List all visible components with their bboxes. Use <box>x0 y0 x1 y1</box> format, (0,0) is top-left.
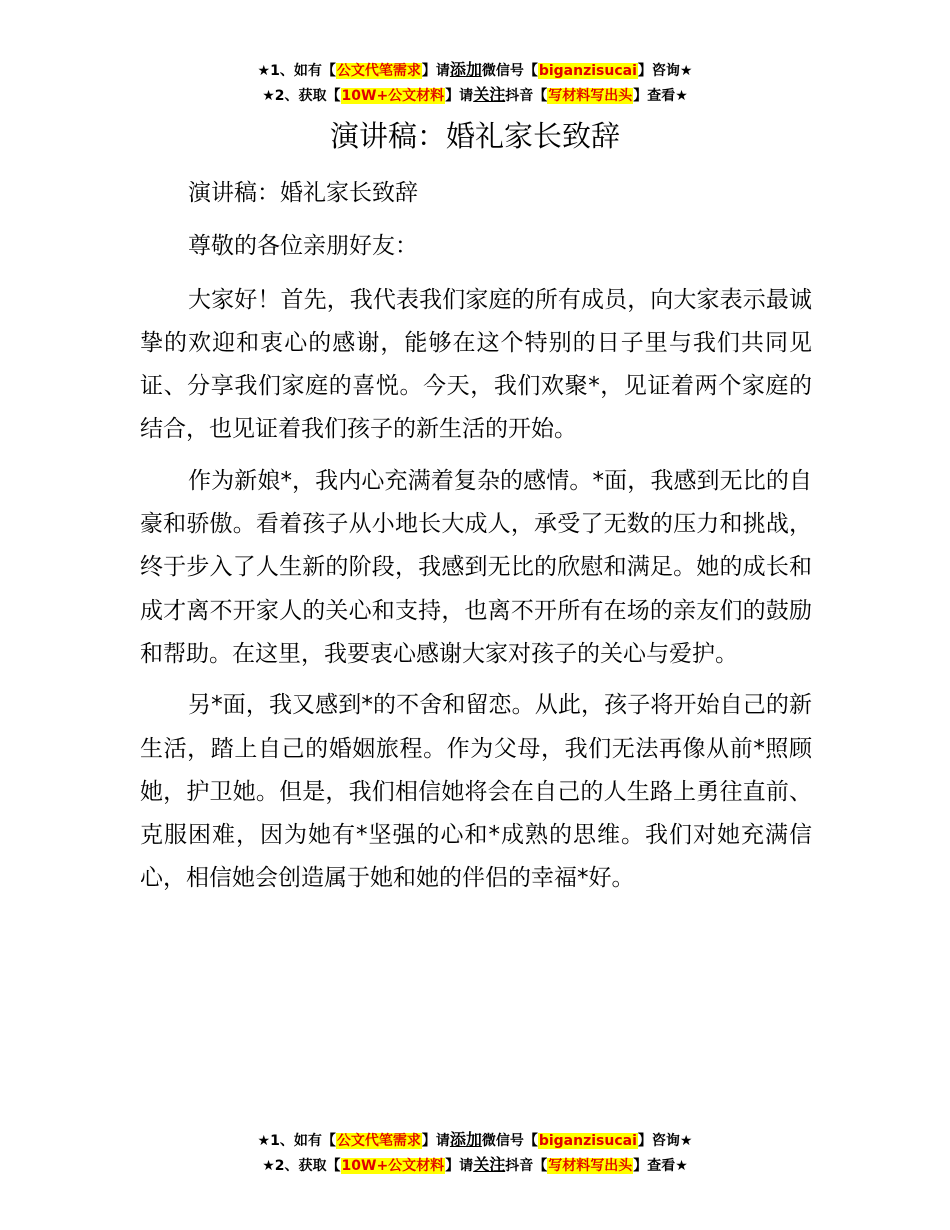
paragraph-body: 另*面，我又感到*的不舍和留恋。从此，孩子将开始自己的新生活，踏上自己的婚姻旅程。作为父母，我们无法再像从前*照顾她，护卫她。但是，我们相信她将会在自己的人生路上勇往直前、克服困难，因为她有*坚强的心和*成熟的思维。我们对她充满信心，相信她会创造属于她和她的伴侣的幸福*好。 <box>140 692 812 892</box>
promo-text: 抖音【 <box>505 1158 548 1174</box>
promo-text: 】请 <box>421 63 450 79</box>
promo-highlight-materials: 10W+公文材料 <box>341 1158 445 1174</box>
promo-text: ★2、获取【 <box>262 1158 341 1174</box>
promo-line-2 <box>0 83 950 108</box>
promo-line-2 <box>0 1153 950 1178</box>
promo-highlight-materials: 10W+公文材料 <box>341 88 445 104</box>
promo-underlined-text: 添加 <box>449 60 482 79</box>
promo-highlight-douyin: 写材料写出头 <box>548 88 633 104</box>
promo-highlight-wechat-id: biganzisucai <box>538 1133 637 1149</box>
promo-line-1 <box>0 1128 950 1153</box>
promo-text: ★1、如有【 <box>257 63 336 79</box>
document-title: 演讲稿：婚礼家长致辞 <box>329 119 620 153</box>
promo-text: ★2、获取【 <box>262 88 341 104</box>
promo-underlined-text: 关注 <box>473 85 506 104</box>
paragraph-subtitle: 演讲稿：婚礼家长致辞 <box>188 180 418 206</box>
paragraph-salutation: 尊敬的各位亲朋好友： <box>188 233 418 260</box>
promo-underlined-text: 关注 <box>473 1155 506 1174</box>
promo-highlight-service: 公文代笔需求 <box>336 1133 421 1149</box>
paragraph-body: 作为新娘*，我内心充满着复杂的感情。*面，我感到无比的自豪和骄傲。看着孩子从小地长大成人，承受了无数的压力和挑战，终于步入了人生新的阶段，我感到无比的欣慰和满足。她的成长和成才离不开家人的关心和支持，也离不开所有在场的亲友们的鼓励和帮助。在这里，我要衷心感谢大家对孩子的关心与爱护。 <box>140 467 812 667</box>
paragraph-body: 大家好！首先，我代表我们家庭的所有成员，向大家表示最诚挚的欢迎和衷心的感谢，能够在这个特别的日子里与我们共同见证、分享我们家庭的喜悦。今天，我们欢聚*，见证着两个家庭的结合，也见证着我们孩子的新生活的开始。 <box>140 286 812 443</box>
promo-text: 】请 <box>445 88 474 104</box>
promo-text: 】查看★ <box>633 88 688 104</box>
header-promo-banner <box>0 58 950 108</box>
promo-text: 】请 <box>421 1133 450 1149</box>
footer-promo-banner <box>0 1128 950 1178</box>
promo-highlight-service: 公文代笔需求 <box>336 63 421 79</box>
promo-highlight-douyin: 写材料写出头 <box>548 1158 633 1174</box>
promo-text: 】咨询★ <box>637 1133 693 1149</box>
promo-underlined-text: 添加 <box>449 1130 482 1149</box>
promo-text: 微信号【 <box>481 63 538 79</box>
document-body <box>140 172 812 909</box>
promo-line-1 <box>0 58 950 83</box>
promo-text: 】咨询★ <box>637 63 693 79</box>
promo-highlight-wechat-id: biganzisucai <box>538 63 637 79</box>
promo-text: ★1、如有【 <box>257 1133 336 1149</box>
promo-text: 】查看★ <box>633 1158 688 1174</box>
promo-text: 微信号【 <box>481 1133 538 1149</box>
promo-text: 抖音【 <box>505 88 548 104</box>
promo-text: 】请 <box>445 1158 474 1174</box>
